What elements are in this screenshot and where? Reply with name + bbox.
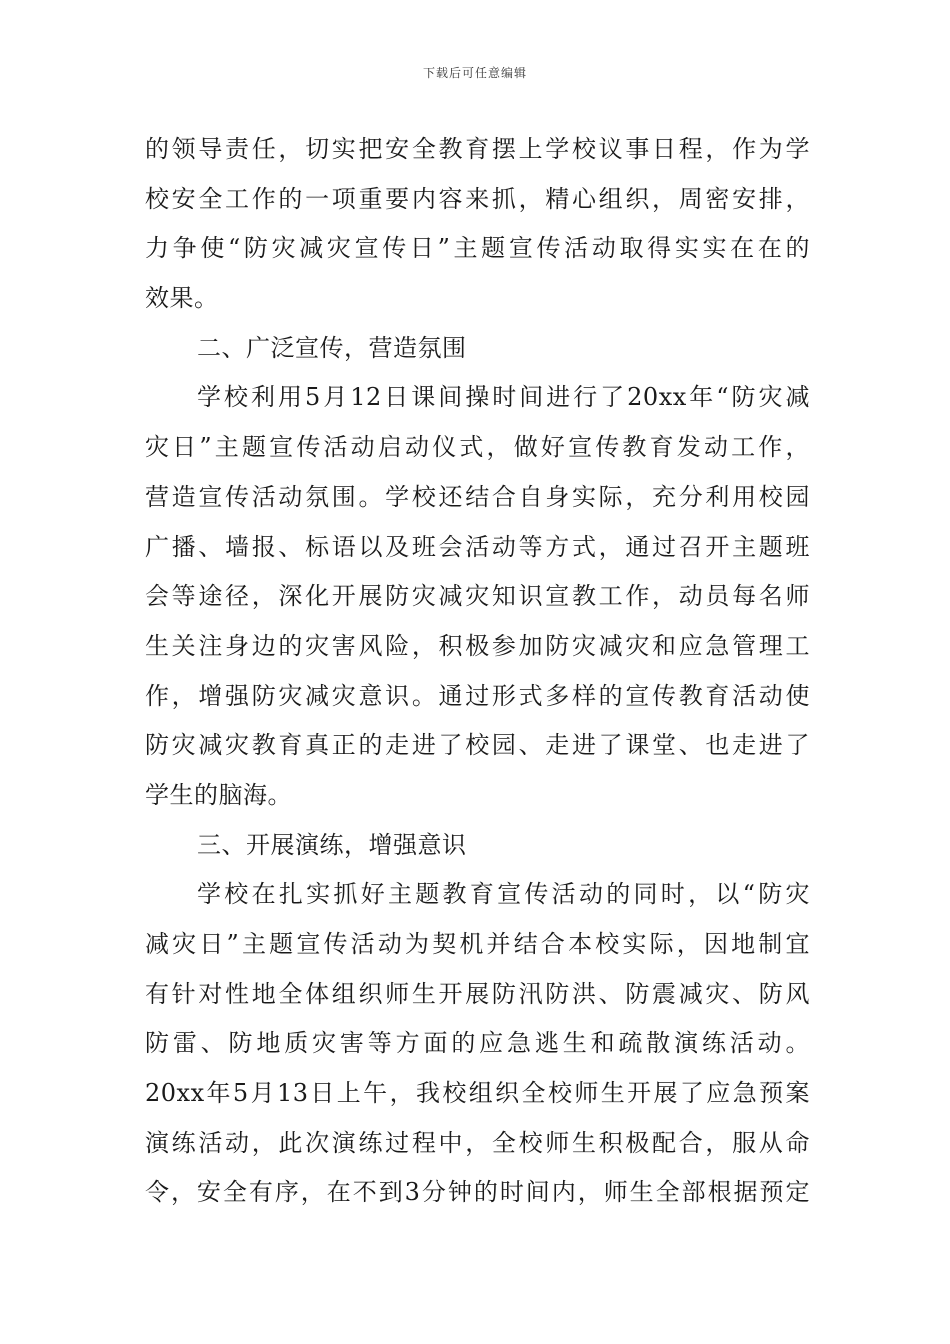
text-line: 有针对性地全体组织师生开展防汛防洪、防震减灾、防风 — [145, 979, 810, 1008]
text-line: 校安全工作的一项重要内容来抓，精心组织，周密安排， — [145, 184, 810, 213]
text-line: 力争使“防灾减灾宣传日”主题宣传活动取得实实在在的 — [145, 234, 810, 263]
text-line: 会等途径，深化开展防灾减灾知识宣教工作，动员每名师 — [145, 582, 810, 611]
text-line: 学校利用5月12日课间操时间进行了20xx年“防灾减 — [197, 383, 810, 412]
text-line: 作，增强防灾减灾意识。通过形式多样的宣传教育活动使 — [145, 681, 810, 710]
text-line: 的领导责任，切实把安全教育摆上学校议事日程，作为学 — [145, 135, 810, 163]
text-line: 营造宣传活动氛围。学校还结合自身实际，充分利用校园 — [145, 482, 810, 511]
text-line: 防雷、防地质灾害等方面的应急逃生和疏散演练活动。 — [145, 1029, 810, 1058]
text-line: 令，安全有序，在不到3分钟的时间内，师生全部根据预定 — [145, 1178, 810, 1207]
text-line: 减灾日”主题宣传活动为契机并结合本校实际，因地制宜 — [145, 930, 810, 958]
text-line: 20xx年5月13日上午，我校组织全校师生开展了应急预案 — [145, 1079, 810, 1108]
text-line: 三、开展演练，增强意识 — [197, 830, 467, 859]
text-line: 学生的脑海。 — [145, 780, 292, 809]
document-body — [145, 125, 810, 1218]
text-line: 效果。 — [145, 284, 219, 313]
text-line: 灾日”主题宣传活动启动仪式，做好宣传教育发动工作， — [145, 433, 810, 462]
page-header: 下载后可任意编辑 — [422, 66, 527, 80]
text-line: 二、广泛宣传，营造氛围 — [197, 333, 467, 362]
text-line: 学校在扎实抓好主题教育宣传活动的同时，以“防灾 — [197, 880, 810, 909]
text-line: 生关注身边的灾害风险，积极参加防灾减灾和应急管理工 — [145, 631, 810, 660]
text-line: 演练活动，此次演练过程中，全校师生积极配合，服从命 — [145, 1128, 810, 1157]
text-line: 广播、墙报、标语以及班会活动等方式，通过召开主题班 — [145, 532, 810, 561]
text-line: 防灾减灾教育真正的走进了校园、走进了课堂、也走进了 — [145, 731, 810, 760]
